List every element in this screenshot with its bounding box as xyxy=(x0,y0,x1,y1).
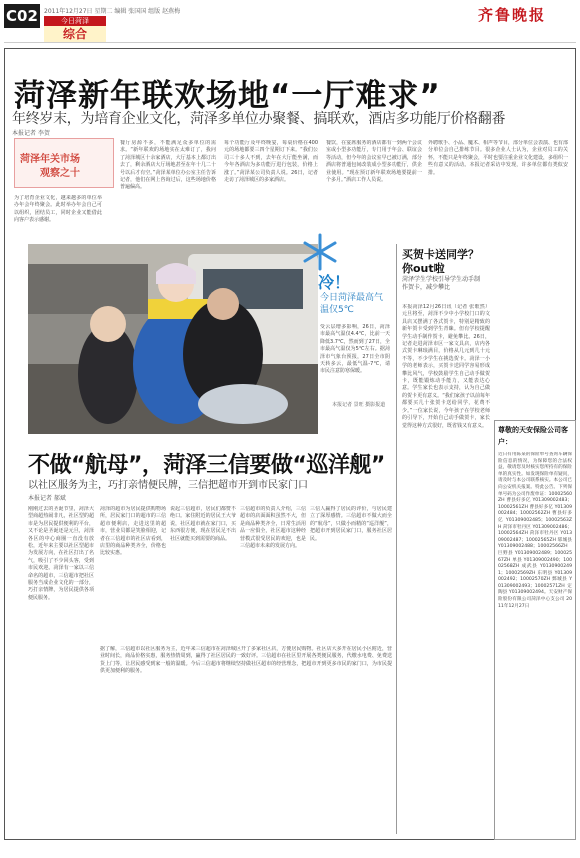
story2-headline: 不做“航母”，菏泽三信要做“巡洋舰” xyxy=(28,453,385,478)
weather-body: 受云层增多影响，26日，菏泽市最高气温仅4.4℃，比前一天降低3.7℃，然而到了27日，全市最高气温仅为5℃左右。据菏泽市气象台预报，27日全市阴天转多云，最低气温-7℃，请市民注意防寒保暖。 xyxy=(320,324,390,375)
lead-column-5: 外聘歌手、小品、魔术、相声等节目，部分单位会表演、也有部分单位会自己排练节目。很多企业人士认为，企业对员工的关怀，不能只是年终聚会，平时也要注重企业文化建设，多组织一些有意义的活动。本报记者采访中发现，许多单位都有类似安排。 xyxy=(428,140,568,176)
lead-subhead: 年终岁末，为培育企业文化，菏泽多单位办聚餐、搞联欢，酒店多功能厅价格翻番 xyxy=(12,111,506,127)
photo-illustration xyxy=(28,244,318,434)
insurance-notice-body: 近日有用陈某的保险单号查询车辆保险信息的情况，为保障您的合法权益，敬请您及时核实您所持有的保险单的真实性。如发现保险单有疑问，请及时与本公司联系核实。本公司已向公安机关报案。特此公告。下列保单号码为公司作废单证：10002560ZH 曹县好多亿 Y01309002483；10002561ZH 曹县好多亿 Y01309002484；10002562ZH 曹县好多亿 Y01309002485；10002563ZH 菏泽市牡丹区 Y01309002486；10002564ZH 菏泽市牡丹区 Y01309002487；10002565ZH 郓城县 Y01309002488；10002566ZH 巨野县 Y01309002489；10002567ZH 单县 Y01309002490；10002568ZH 成武县 Y01309002491；10002569ZH 东明县 Y01309002492；10002570ZH 鄄城县 Y01309002493；10002571ZH 定陶县 Y01309002494。天安财产保险股份有限公司菏泽中心支公司 2011年12月27日 xyxy=(498,452,572,609)
side-story-headline: 买贺卡送同学？你out啦 xyxy=(402,248,479,275)
weather-title: 冷！ xyxy=(318,273,351,292)
story2-byline: 本报记者 郝斌 xyxy=(28,495,66,502)
insurance-notice-title: 尊敬的天安保险公司客户： xyxy=(498,426,568,446)
lead-byline: 本报记者 李贺 xyxy=(12,130,50,137)
side-story-subhead: 菏泽学生学校引导学生动手制作贺卡，减少攀比 xyxy=(402,276,481,291)
edition-meta: 2011年12月27日 星期二 编辑 张国国 组版 赵燕梅 xyxy=(44,8,181,15)
news-photo xyxy=(28,244,318,434)
story2-column-3: 说起三信超市，居民们都赞不绝口。家住附近的居民王大爷说，社区超市就在家门口，买东西很方便，现在居民足不出社区就能买到需要的商品。 xyxy=(170,506,236,542)
story2-column-4: 三信超市的负责人介绍，三信超市的店面面积虽然不大，但是商品种类齐全，日常生活用品一应俱全，社区超市这种经营模式很受居民的欢迎，也是三信超市未来的发展方向。 xyxy=(240,506,306,550)
lead-column-2: 餐厅房源不多，不能满足众多单位的需求。“新年联欢的场地实在太难订了，我问了菏泽城区十余家酒店，大厅基本上都订出去了，剩余酒店大厅场地甚至在年十几二十号以后才有空。”菏泽某单位办公室主任告诉记者，他们在网上咨询过后，这些场地价格普遍偏高。 xyxy=(120,140,216,191)
story2-column-1: 刚刚过去的圣诞节里，菏泽大型商超热闹非凡，社区型的超市是为居民提供便利的平台，又不论是圣诞还是元旦，菏泽各区的中心商圈一直没有放松，近年来主要以社区型超市为发展方向，在社区打出了名气，吸引了不少回头客，受到市民欢迎。菏泽有一家以三信命名的超市，三信超市把社区服务当成企业文化的一部分，巧打亲情牌，为居民提供各项便民服务。 xyxy=(28,506,94,601)
lead-headline: 菏泽新年联欢场地“一厅难求” xyxy=(14,78,441,114)
story2-column-5: 三信人赢得了居民的评价，与居民建立了深厚感情。三信超市不做大而全的“航母”，只做小而精的“巡洋舰”，把超市开到居民家门口，服务社区居民。 xyxy=(310,506,392,542)
header-divider xyxy=(4,42,576,43)
page-code: C02 xyxy=(4,4,40,28)
weather-subtitle: 今日菏泽最高气温仅5℃ xyxy=(320,293,384,315)
section-name: 综合 xyxy=(44,26,106,42)
series-inset-title: 菏泽年关市场 xyxy=(20,154,80,165)
newspaper-logo: 齐鲁晚报 xyxy=(478,6,547,24)
story2-subhead: 以社区服务为主，巧打亲情便民牌，三信把超市开到市民家门口 xyxy=(28,480,308,491)
weather-credit: 本报记者 景旺 摄影报道 xyxy=(332,402,386,408)
lead-column-1: 为了培育企业文化，越来越多的单位举办年会年终聚会。此时举办年会自己可以组织，团结员工，同时企业又能借此向客户表示感谢。 xyxy=(14,195,102,224)
lead-column-3: 每个功能厅及年终晚宴，每桌价格在400元的场地都要三四个星期订下来。“我们公司三十多人不到，去年在大厅能坐满，而今年各酒店为多功能厅进行包装，价格上涨了。”菏泽某公司负责人说。26日，记者走访了菏泽城区的多家酒店。 xyxy=(224,140,318,184)
story2-column-2: 菏泽的超市为居民提供购物场所，居民家门口的超市的三信超市便利店，走进这里的超市，营业员都是笑脸相迎，记者在三信超市的社区店看到，店里的商品种类齐全，价格也比较实惠。 xyxy=(100,506,166,557)
lead-column-4: 餐饮，在宴席服务的酒店都有一到两个会议室或小型多功能厅，专门用于年会、联谊会等活动，但今年的会议室早已被订满，部分酒店将普通包间改装成小型多功能厅，供企业使用。“现在预订新年联欢场地要提前一个多月。”酒店工作人员说。 xyxy=(326,140,422,184)
column-divider xyxy=(396,244,397,834)
story2-column-6: 据了解，三信超市以社区服务为主，近年来三信超市在菏泽城区开了多家社区店，方便居民购物。社区店大多开在居民小区附近，营业时间长，商品价格实惠，服务热情周到，赢得了社区居民的一致好评。三信超市在社区里开展各类便民服务，代缴水电费、免费送货上门等，让居民感受到家一般的温暖。今后三信超市将继续坚持做社区超市的经营理念，把超市开到更多市民的家门口，为市民提供更加便利的服务。 xyxy=(100,646,392,675)
side-story-body: 本报菏泽12月26日讯（记者 张歌然）元旦将至，菏泽不少中小学校门口的文具店又摆满了各式贺卡，特别是精致的新年贺卡受到学生青睐。但有学校提醒学生动手制作贺卡，避免攀比。26日，记者走进菏泽市区一家文具店，店内各式贺卡琳琅满目，价格从几元到几十元不等，不少学生在挑选贺卡。菏泽一小学的老师表示，买贺卡送同学容易形成攀比风气，学校鼓励学生自己动手做贺卡，既能锻炼动手能力，又能表达心意。学生家长也表示支持，认为自己做的贺卡更有意义。“我们家孩子以前每年都要买几十张贺卡送给同学，花费不少。”一位家长说，今年孩子在学校老师的引导下，开始自己动手做贺卡，家长觉得这种方式很好，既省钱又有意义。 xyxy=(402,304,490,429)
section-tag: 今日菏泽 xyxy=(44,16,106,26)
series-inset-subtitle: 观察之十 xyxy=(40,168,80,179)
